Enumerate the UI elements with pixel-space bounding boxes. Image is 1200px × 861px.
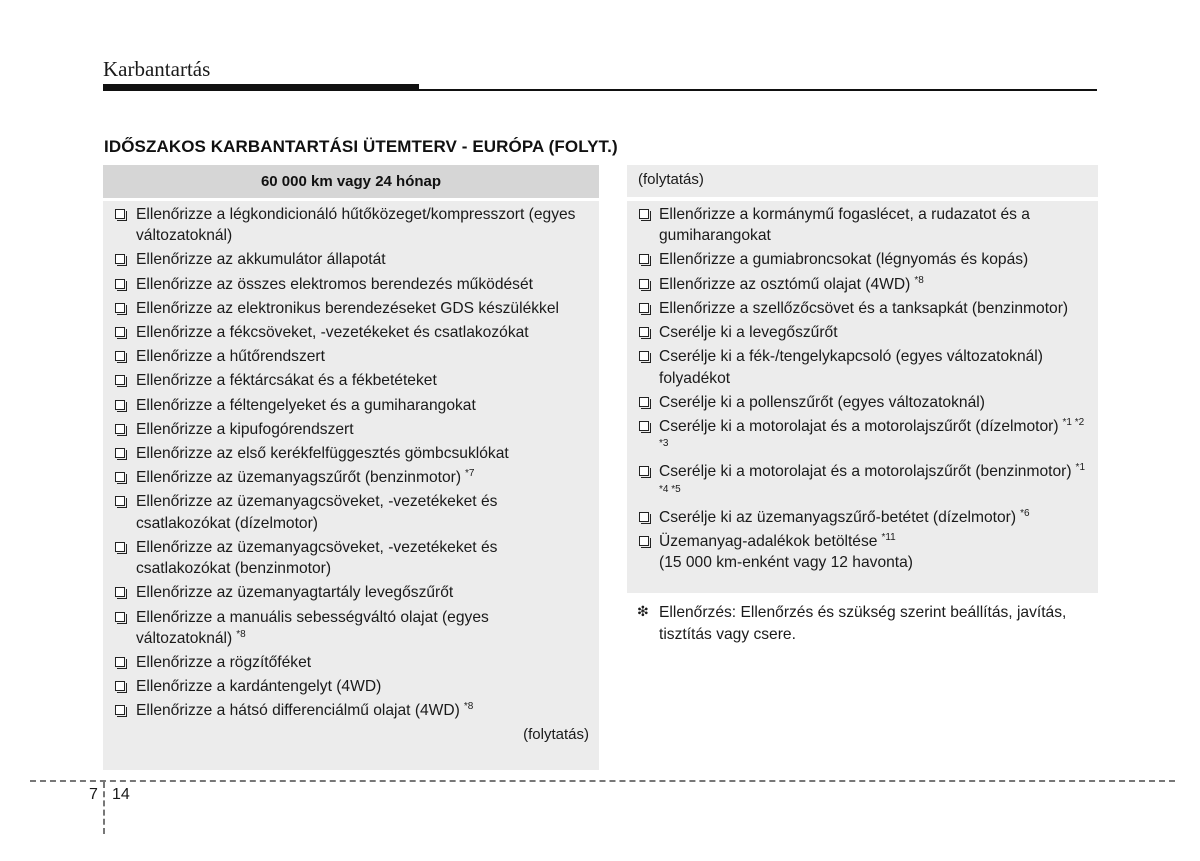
checkbox-icon <box>115 496 125 506</box>
checklist-item-text: Cserélje ki az üzemanyagszűrő-betétet (dízelmotor) <box>659 508 1017 526</box>
checklist-item <box>627 298 1098 319</box>
checklist-item <box>627 322 1098 343</box>
checklist-item <box>103 274 599 295</box>
checkbox-icon <box>115 542 125 552</box>
checklist-item-text: Ellenőrizze az elektronikus berendezéseket GDS készülékkel <box>136 299 559 317</box>
checkbox-icon <box>115 587 125 597</box>
schedule-right-column <box>627 165 1098 593</box>
header-rule-thin <box>419 89 1097 91</box>
checklist-item <box>103 322 599 343</box>
chapter-number: 7 <box>89 786 98 803</box>
checkbox-icon <box>115 612 125 622</box>
checklist-item <box>103 467 599 488</box>
checklist-item-text: Ellenőrizze a kormánymű fogaslécet, a rudazatot és a gumiharangokat <box>659 206 1030 245</box>
checkbox-icon <box>115 681 125 691</box>
checkbox-icon <box>639 421 649 431</box>
checkbox-icon <box>639 397 649 407</box>
checklist-item <box>103 298 599 319</box>
section-title: Karbantartás <box>103 57 211 81</box>
checkbox-icon <box>115 705 125 715</box>
checklist-item <box>103 443 599 464</box>
checkbox-icon <box>115 279 125 289</box>
right-items-box <box>627 201 1098 593</box>
checkbox-icon <box>115 209 125 219</box>
footnote-ref: *8 <box>463 701 474 713</box>
footnote-ref: *1 *4 *5 <box>659 462 1085 495</box>
checklist-item <box>627 274 1098 295</box>
checkbox-icon <box>639 466 649 476</box>
snowflake-icon: ❇ <box>637 604 649 620</box>
checklist-item-text: Ellenőrizze a szellőzőcsövet és a tanksapkát (benzinmotor) <box>659 299 1069 317</box>
checkbox-icon <box>639 327 649 337</box>
checkbox-icon <box>115 254 125 264</box>
checklist-item-text: Ellenőrizze az összes elektromos berendezés működését <box>136 275 533 293</box>
left-items-box <box>103 201 599 770</box>
continued-label-top: (folytatás) <box>627 165 1098 197</box>
checklist-item <box>627 531 1098 574</box>
checkbox-icon <box>115 351 125 361</box>
checklist-item-text: Üzemanyag-adalékok betöltése <box>659 533 878 551</box>
checkbox-icon <box>115 303 125 313</box>
checklist-item-text: Ellenőrizze a manuális sebességváltó olajat (egyes változatoknál) <box>136 608 489 647</box>
checkbox-icon <box>115 657 125 667</box>
checklist-item-text: Cserélje ki a levegőszűrőt <box>659 324 838 342</box>
checklist-item-text: Ellenőrizze az üzemanyagcsöveket, -vezetékeket és csatlakozókat (dízelmotor) <box>136 493 498 532</box>
checklist-item-text: Ellenőrizze a hátsó differenciálmű olajat (4WD) <box>136 702 460 720</box>
checklist-item <box>103 676 599 697</box>
checkbox-icon <box>639 536 649 546</box>
checklist-item <box>103 537 599 580</box>
checklist-item-text: Ellenőrizze az akkumulátor állapotát <box>136 251 386 269</box>
checklist-item <box>103 582 599 603</box>
checklist-item <box>103 607 599 650</box>
checklist-item <box>103 249 599 270</box>
interval-heading: 60 000 km vagy 24 hónap <box>103 165 599 198</box>
checkbox-icon <box>115 448 125 458</box>
left-checklist <box>103 204 599 722</box>
inspection-note <box>637 602 1109 645</box>
footnote-ref: *1 *2 *3 <box>659 416 1085 450</box>
footer-divider <box>30 780 1175 782</box>
checklist-item <box>103 346 599 367</box>
checkbox-icon <box>639 303 649 313</box>
continued-label-bottom: (folytatás) <box>523 725 589 743</box>
checkbox-icon <box>115 400 125 410</box>
footer-vertical-divider <box>103 782 105 834</box>
footnote-ref: *6 <box>1020 507 1030 519</box>
checklist-item-text: Ellenőrizze a hűtőrendszert <box>136 348 325 366</box>
checklist-item-text: Cserélje ki a motorolajat és a motorolajszűrőt (benzinmotor) <box>659 463 1072 481</box>
checklist-item <box>627 392 1098 413</box>
checklist-item <box>103 700 599 721</box>
checklist-item <box>103 395 599 416</box>
checklist-item-text: Ellenőrizze az első kerékfelfüggesztés gömbcsuklókat <box>136 444 509 462</box>
checklist-item <box>627 461 1098 504</box>
checklist-item <box>627 507 1098 528</box>
checklist-item <box>627 249 1098 270</box>
header-rule-thick <box>103 84 419 91</box>
footnote-ref: *7 <box>465 468 475 480</box>
checkbox-icon <box>115 375 125 385</box>
footnote-ref: *8 <box>914 274 924 286</box>
checklist-item-text: Ellenőrizze a féltengelyeket és a gumiharangokat <box>136 396 476 414</box>
schedule-left-column <box>103 165 599 770</box>
note-text: Ellenőrzés: Ellenőrzés és szükség szerint beállítás, javítás, tisztítás vagy csere. <box>659 604 1067 643</box>
page-number: 14 <box>112 786 130 803</box>
checkbox-icon <box>115 327 125 337</box>
footnote-ref: *8 <box>236 628 246 640</box>
checklist-item-text: Ellenőrizze a féktárcsákat és a fékbetéteket <box>136 372 437 390</box>
checklist-item-text: Ellenőrizze a légkondicionáló hűtőközeget/kompresszort (egyes változatoknál) <box>136 206 576 245</box>
checklist-item-text: Ellenőrizze a gumiabroncsokat (légnyomás és kopás) <box>659 251 1029 269</box>
checklist-item <box>103 419 599 440</box>
checklist-item <box>103 204 599 247</box>
checklist-item <box>627 346 1098 389</box>
checkbox-icon <box>639 512 649 522</box>
checkbox-icon <box>639 351 649 361</box>
checklist-item-text: Ellenőrizze az üzemanyagcsöveket, -vezetékeket és csatlakozókat (benzinmotor) <box>136 538 498 578</box>
checklist-item <box>103 370 599 391</box>
checklist-item <box>103 491 599 534</box>
checklist-item-text: Ellenőrizze a kardántengelyt (4WD) <box>136 678 382 696</box>
checklist-item <box>103 652 599 673</box>
checklist-item-text: Cserélje ki a motorolajat és a motorolajszűrőt (dízelmotor) <box>659 417 1059 435</box>
checklist-item-text: Ellenőrizze a rögzítőféket <box>136 654 312 671</box>
checkbox-icon <box>115 424 125 434</box>
checklist-item-text: Ellenőrizze a fékcsöveket, -vezetékeket és csatlakozókat <box>136 324 529 342</box>
checkbox-icon <box>115 472 125 482</box>
page-heading: IDŐSZAKOS KARBANTARTÁSI ÜTEMTERV - EURÓPA (FOLYT.) <box>104 137 618 156</box>
right-checklist <box>627 201 1098 574</box>
checkbox-icon <box>639 254 649 264</box>
checklist-item-text: Ellenőrizze az üzemanyagtartály levegőszűrőt <box>136 584 454 602</box>
checkbox-icon <box>639 209 649 219</box>
checklist-item-text: Ellenőrizze a kipufogórendszert <box>136 420 354 438</box>
checklist-item-text: Ellenőrizze az üzemanyagszűrőt (benzinmotor) <box>136 469 462 487</box>
checklist-item-text: Cserélje ki a pollenszűrőt (egyes változatoknál) <box>659 393 985 411</box>
checklist-item <box>627 416 1098 459</box>
checklist-item-text: Cserélje ki a fék-/tengelykapcsoló (egyes változatoknál) folyadékot <box>659 348 1043 387</box>
checklist-item <box>627 204 1098 247</box>
checklist-item-extra: (15 000 km-enként vagy 12 havonta) <box>659 554 913 572</box>
footnote-ref: *11 <box>881 532 896 544</box>
checkbox-icon <box>639 279 649 289</box>
checklist-item-text: Ellenőrizze az osztómű olajat (4WD) <box>659 275 911 293</box>
